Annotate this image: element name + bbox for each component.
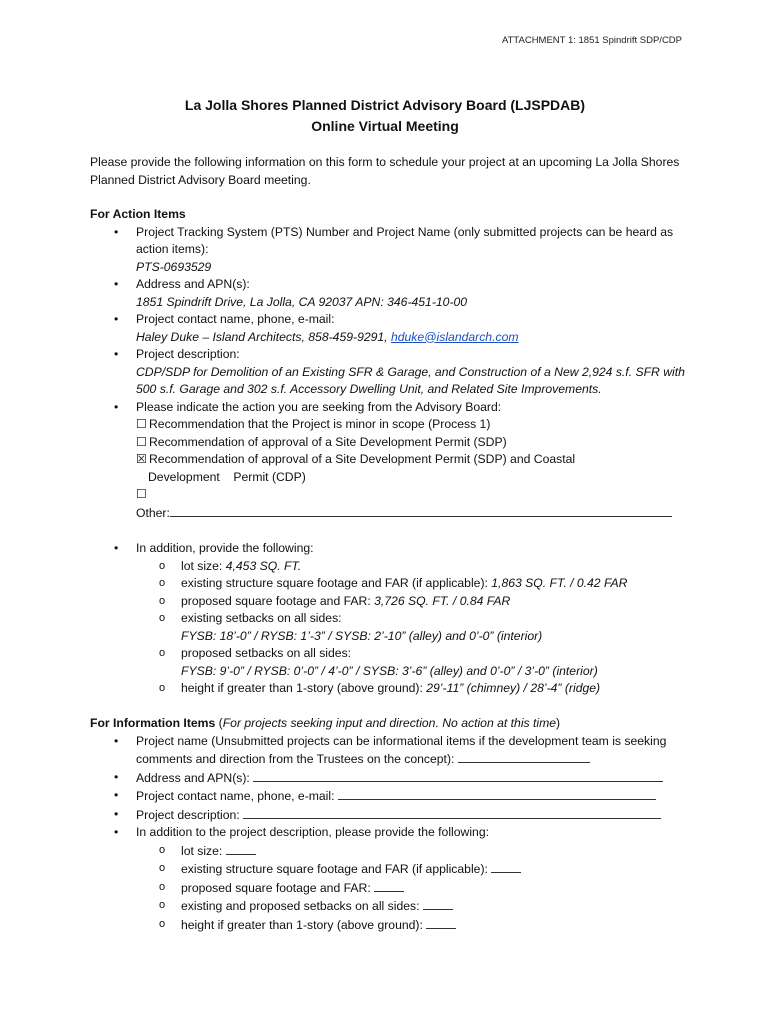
option-other	[136, 486, 690, 504]
paren-close: )	[556, 716, 561, 730]
contact-email-link[interactable]: hduke@islandarch.com	[390, 329, 519, 344]
list-item-pts	[90, 224, 690, 277]
bullet-icon: •	[114, 769, 119, 784]
list-item-additional	[90, 540, 690, 558]
list-item-project-name	[90, 733, 690, 769]
action-sought-label: Please indicate the action you are seeking from the Advisory Board:	[136, 399, 502, 414]
proposed-setbacks-value: FYSB: 9’-0” / RYSB: 0’-0” / 4’-0” / SYSB: 3’-6” (alley) and 0’-0” / 3’-0” (interior)	[181, 663, 598, 678]
info-proposed-label: proposed square footage and FAR:	[181, 880, 371, 895]
option-sdp-cdp	[136, 451, 690, 469]
option-label-cont: Development Permit (CDP)	[148, 469, 306, 484]
info-description-label: Project description:	[136, 807, 240, 822]
checkbox-unchecked[interactable]: ☐	[136, 487, 147, 501]
height-value: 29’-11” (chimney) / 28’-4” (ridge)	[426, 681, 601, 695]
list-item-info-additional	[90, 824, 690, 842]
proposed-value: 3,726 SQ. FT. / 0.84 FAR	[374, 593, 511, 608]
checkbox-unchecked[interactable]: ☐	[136, 417, 147, 431]
info-setbacks-blank-line[interactable]	[423, 897, 453, 910]
pts-value: PTS-0693529	[136, 259, 212, 274]
bullet-icon: •	[114, 825, 119, 839]
list-item-info-contact	[90, 787, 690, 806]
info-height-label: height if greater than 1-story (above ground):	[181, 917, 423, 932]
sub-item-height	[90, 680, 690, 698]
lot-value: 4,453 SQ. FT.	[225, 558, 302, 573]
circle-bullet-icon: o	[159, 899, 166, 911]
circle-bullet-icon: o	[159, 880, 166, 893]
bullet-icon: •	[114, 224, 119, 239]
info-address-label: Address and APN(s):	[136, 770, 250, 785]
existing-value: 1,863 SQ. FT. / 0.42 FAR	[491, 576, 628, 590]
bullet-icon: •	[114, 347, 119, 361]
title-line-1: La Jolla Shores Planned District Advisory Board (LJSPDAB)	[184, 97, 586, 113]
additional-label: In addition, provide the following:	[136, 541, 314, 555]
action-items-section	[90, 206, 690, 698]
existing-label: existing structure square footage and FAR (if applicable):	[181, 576, 492, 590]
sub-item-existing-setbacks	[90, 610, 690, 645]
contact-label: Project contact name, phone, e-mail:	[136, 312, 335, 326]
bullet-icon: •	[114, 733, 119, 748]
sub-item-info-proposed	[90, 879, 690, 898]
paren-open: (	[215, 716, 223, 730]
attachment-label: ATTACHMENT 1: 1851 Spindrift SDP/CDP	[501, 35, 682, 46]
other-blank-line[interactable]	[170, 504, 672, 517]
intro-paragraph: Please provide the following information on this form to schedule your project at an upcoming La Jolla Shores Planned District Advisory Board meeting.	[90, 155, 680, 187]
circle-bullet-icon: o	[159, 612, 166, 624]
other-label: Other:	[136, 505, 170, 520]
contact-value: Haley Duke – Island Architects, 858-459-9291,	[136, 329, 391, 344]
sub-item-info-lot	[90, 842, 690, 861]
sub-item-info-existing	[90, 860, 690, 879]
bullet-icon: •	[114, 312, 119, 326]
description-label: Project description:	[136, 347, 240, 361]
info-description-blank-line[interactable]	[243, 806, 661, 819]
list-item-description	[90, 346, 690, 399]
info-lot-label: lot size:	[181, 843, 223, 858]
list-item-info-address	[90, 769, 690, 788]
information-items-note: For projects seeking input and direction. No action at this time	[222, 716, 557, 730]
circle-bullet-icon: o	[159, 862, 166, 874]
address-label: Address and APN(s):	[136, 277, 250, 291]
project-name-label: Project name (Unsubmitted projects can be informational items if the development team is seeking comments and direction from the Trustees on the concept):	[136, 733, 667, 766]
information-items-heading: For Information Items	[90, 716, 216, 730]
info-contact-label: Project contact name, phone, e-mail:	[136, 789, 335, 803]
circle-bullet-icon: o	[159, 594, 166, 607]
existing-setbacks-label: existing setbacks on all sides:	[181, 611, 342, 625]
proposed-label: proposed square footage and FAR:	[181, 593, 375, 608]
info-additional-label: In addition to the project description, please provide the following:	[136, 825, 489, 839]
sub-item-lot	[90, 558, 690, 576]
bullet-icon: •	[114, 541, 119, 555]
lot-label: lot size:	[181, 558, 226, 573]
info-existing-label: existing structure square footage and FAR (if applicable):	[181, 862, 488, 876]
action-items-heading: For Action Items	[90, 207, 186, 221]
info-contact-blank-line[interactable]	[338, 787, 656, 800]
proposed-setbacks-label: proposed setbacks on all sides:	[181, 646, 352, 660]
bullet-icon: •	[114, 788, 119, 802]
page-title	[0, 95, 770, 137]
list-item-contact	[90, 311, 690, 346]
circle-bullet-icon: o	[159, 682, 166, 694]
sub-item-proposed	[90, 593, 690, 611]
title-line-2: Online Virtual Meeting	[311, 118, 459, 134]
sub-item-existing	[90, 575, 690, 593]
option-minor-scope	[136, 416, 690, 434]
list-item-address	[90, 276, 690, 311]
bullet-icon: •	[114, 277, 119, 291]
height-label: height if greater than 1-story (above ground):	[181, 681, 427, 695]
other-field	[136, 504, 690, 523]
circle-bullet-icon: o	[159, 559, 166, 572]
list-item-action-sought	[90, 399, 690, 523]
description-value: CDP/SDP for Demolition of an Existing SFR & Garage, and Construction of a New 2,924 s.f. SFR with 500 s.f. Garage and 302 s.f. Accessory Dwelling Unit, and Related Site Improvements.	[136, 364, 685, 396]
checkbox-unchecked[interactable]: ☐	[136, 434, 147, 449]
option-sdp	[136, 434, 690, 452]
info-address-blank-line[interactable]	[253, 769, 663, 782]
checkbox-checked[interactable]: ☒	[136, 452, 147, 466]
circle-bullet-icon: o	[159, 917, 166, 930]
sub-item-info-setbacks	[90, 897, 690, 916]
bullet-icon: •	[114, 806, 119, 821]
circle-bullet-icon: o	[159, 577, 166, 589]
option-label: Recommendation of approval of a Site Development Permit (SDP)	[149, 434, 507, 449]
option-label: Recommendation of approval of a Site Development Permit (SDP) and Coastal	[149, 452, 576, 466]
info-setbacks-label: existing and proposed setbacks on all sides:	[181, 899, 420, 913]
sub-item-info-height	[90, 916, 690, 935]
info-lot-blank-line[interactable]	[226, 842, 256, 855]
list-item-info-description	[90, 806, 690, 825]
bullet-icon: •	[114, 399, 119, 414]
info-proposed-blank-line[interactable]	[374, 879, 404, 892]
circle-bullet-icon: o	[159, 843, 166, 856]
info-existing-blank-line[interactable]	[491, 860, 521, 873]
project-name-blank-line[interactable]	[458, 750, 590, 763]
address-value: 1851 Spindrift Drive, La Jolla, CA 92037 APN: 346-451-10-00	[136, 294, 468, 309]
pts-label: Project Tracking System (PTS) Number and Project Name (only submitted projects can be heard as action items):	[136, 224, 674, 256]
sub-item-proposed-setbacks	[90, 645, 690, 680]
information-items-heading-row	[90, 715, 690, 733]
circle-bullet-icon: o	[159, 647, 166, 659]
option-label: Recommendation that the Project is minor in scope (Process 1)	[149, 417, 491, 431]
info-height-blank-line[interactable]	[426, 916, 456, 929]
information-items-section	[90, 715, 690, 934]
existing-setbacks-value: FYSB: 18’-0” / RYSB: 1’-3” / SYSB: 2’-10” (alley) and 0’-0” (interior)	[181, 628, 543, 643]
